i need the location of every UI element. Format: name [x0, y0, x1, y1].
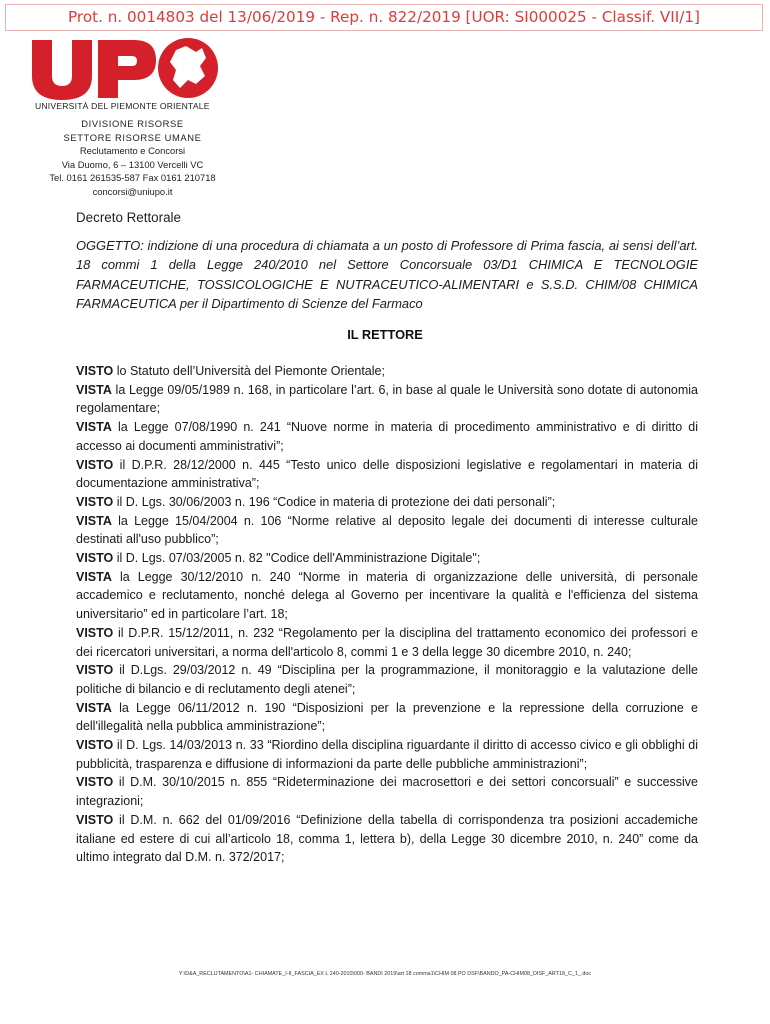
clause-text: il D. Lgs. 30/06/2003 n. 196 “Codice in materia di protezione dei dati personali”; — [113, 494, 556, 509]
clause-text: il D.M. 30/10/2015 n. 855 “Rideterminazione dei macrosettori e dei settori concorsuali” e successive integrazioni; — [76, 775, 698, 809]
clause-keyword: VISTO — [76, 494, 114, 509]
clause-text: il D.Lgs. 29/03/2012 n. 49 “Disciplina per la programmazione, il monitoraggio e la valutazione delle politiche di bilancio e di reclutamento degli atenei”; — [76, 663, 698, 696]
clause-item — [76, 418, 698, 455]
clause-item — [76, 699, 698, 736]
clause-item — [76, 493, 698, 512]
clause-item — [76, 811, 698, 867]
clause-item — [76, 568, 698, 624]
clauses-list — [76, 362, 698, 867]
clause-text: il D. Lgs. 07/03/2005 n. 82 "Codice dell'Amministrazione Digitale"; — [113, 551, 481, 566]
document-subject: OGGETTO: indizione di una procedura di chiamata a un posto di Professore di Prima fascia, ai sensi dell’art. 18 commi 1 della Legge 240/2010 nel Settore Concorsuale 03/D1 CHIMICA E TECNOLOGIE FARMACEUTICHE, TOSSICOLOGICHE E NUTRACEUTICO-ALIMENTARI e S.S.D. CHIM/08 CHIMICA FARMACEUTICA per il Dipartimento di Scienze del Farmaco — [76, 238, 698, 312]
clause-keyword: VISTA — [76, 382, 112, 397]
office-email: concorsi@uniupo.it — [92, 185, 173, 197]
clause-text: la Legge 30/12/2010 n. 240 “Norme in materia di organizzazione delle università, di personale accademico e reclutamento, nonché delega al Governo per incentivare la qualità e l'efficienza del sistema universitario” ed in particolare l’art. 18; — [76, 569, 698, 622]
clause-item — [76, 456, 698, 493]
clause-text: il D.P.R. 28/12/2000 n. 445 “Testo unico delle disposizioni legislative e regolamentari in materia di documentazione amministrativa”; — [76, 457, 698, 491]
office-division: DIVISIONE RISORSE — [81, 118, 184, 129]
clause-keyword: VISTO — [76, 663, 114, 678]
clause-keyword: VISTA — [76, 569, 112, 584]
clause-text: il D.M. n. 662 del 01/09/2016 “Definizione della tabella di corrispondenza tra posizioni accademiche italiane ed estere di cui all’articolo 18, comma 1, lettera b), della Legge 30 dicembre 2010, n. 240” come da ultimo integrato dal D.M. n. 372/2017; — [76, 812, 698, 865]
clause-item — [76, 773, 698, 810]
clause-keyword: VISTO — [76, 551, 114, 566]
clause-text: la Legge 15/04/2004 n. 106 “Norme relative al deposito legale dei documenti di interesse culturale destinati all'uso pubblico”; — [76, 513, 698, 547]
clause-text: la Legge 07/08/1990 n. 241 “Nuove norme in materia di procedimento amministrativo e di diritto di accesso ai documenti amministrativi”; — [76, 420, 698, 453]
clause-item — [76, 661, 698, 698]
clause-keyword: VISTO — [76, 738, 114, 753]
clause-item — [76, 362, 698, 381]
file-path-footer: Y:\D&A_RECLUTAMENTO\A1- CHIAMATE_I-II_FASCIA_EX L 240-2010\000- BANDI 2019\art 18 comma1\CHIM 08 PO DSF\BANDO_PA-CHIM08_DISF_ART18_C_1_.doc — [178, 971, 592, 977]
clause-keyword: VISTO — [76, 812, 114, 827]
clause-keyword: VISTA — [76, 420, 112, 435]
rettore-heading: IL RETTORE — [347, 327, 423, 342]
clause-keyword: VISTO — [76, 625, 114, 640]
office-info — [30, 117, 235, 199]
clause-item — [76, 624, 698, 661]
clause-text: la Legge 09/05/1989 n. 168, in particolare l’art. 6, in base al quale le Università sono dotate di autonomia regolamentare; — [76, 382, 698, 416]
document-type: Decreto Rettorale — [76, 210, 181, 225]
clause-item — [76, 512, 698, 549]
clause-item — [76, 736, 698, 773]
upo-logo — [30, 36, 220, 100]
university-name: UNIVERSITÀ DEL PIEMONTE ORIENTALE — [35, 101, 210, 111]
clause-keyword: VISTO — [76, 364, 114, 378]
clause-text: lo Statuto dell’Università del Piemonte Orientale; — [113, 364, 385, 378]
clause-keyword: VISTA — [76, 700, 112, 715]
clause-item — [76, 549, 698, 568]
clause-item — [76, 381, 698, 418]
clause-text: la Legge 06/11/2012 n. 190 “Disposizioni per la prevenzione e la repressione della corruzione e dell'illegalità nella pubblica amministrazione”; — [76, 700, 698, 734]
protocol-stamp: Prot. n. 0014803 del 13/06/2019 - Rep. n. 822/2019 [UOR: SI000025 - Classif. VII/1] — [5, 4, 763, 31]
clause-text: il D. Lgs. 14/03/2013 n. 33 “Riordino della disciplina riguardante il diritto di accesso civico e gli obblighi di pubblicità, trasparenza e diffusione di informazioni da parte delle pubbliche amministrazioni”; — [76, 738, 698, 771]
office-address: Via Duomo, 6 – 13100 Vercelli VC — [61, 158, 204, 170]
office-sector: SETTORE RISORSE UMANE — [63, 131, 202, 143]
clause-keyword: VISTA — [76, 513, 112, 528]
clause-keyword: VISTO — [76, 775, 114, 790]
office-unit: Reclutamento e Concorsi — [79, 145, 186, 157]
office-phone: Tel. 0161 261535-587 Fax 0161 210718 — [49, 172, 216, 184]
clause-text: il D.P.R. 15/12/2011, n. 232 “Regolamento per la disciplina del trattamento economico dei professori e dei ricercatori universitari, a norma dell'articolo 8, commi 1 e 3 della legge 30 dicembre 2010, n. 240; — [76, 625, 698, 659]
clause-keyword: VISTO — [76, 457, 114, 472]
